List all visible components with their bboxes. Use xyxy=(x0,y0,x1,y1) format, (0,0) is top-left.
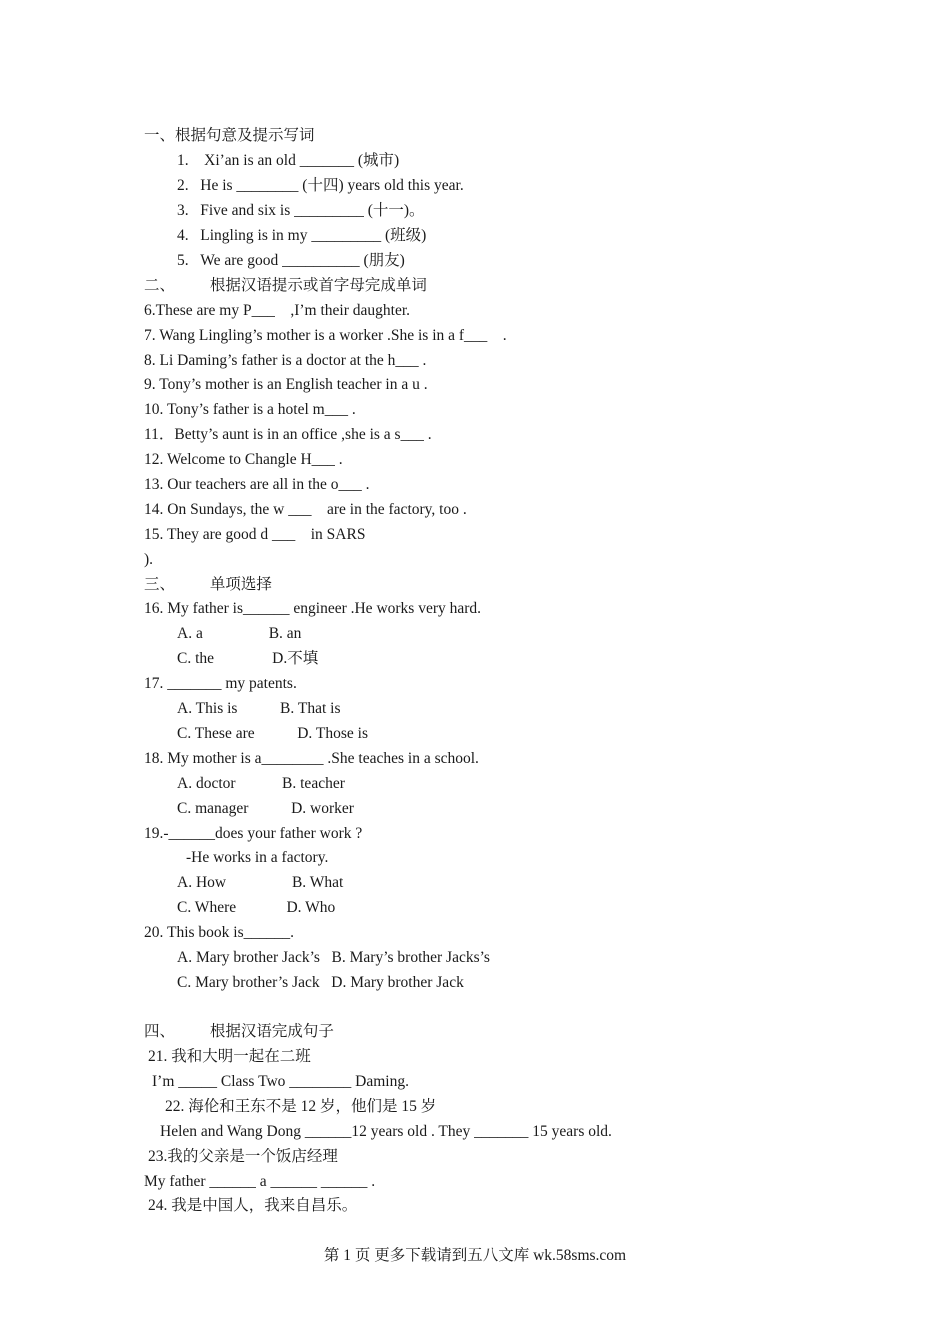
question-16-options-ab: A. a B. an xyxy=(177,625,302,642)
question-24-chinese: 24. 我是中国人，我来自昌乐。 xyxy=(148,1197,358,1214)
question-17-options-ab: A. This is B. That is xyxy=(177,700,341,717)
section2-item-11: 11．Betty’s aunt is in an office ,she is a s___ . xyxy=(144,426,432,443)
question-17: 17. _______ my patents. xyxy=(144,675,297,692)
question-22-chinese: 22. 海伦和王东不是 12 岁，他们是 15 岁 xyxy=(165,1098,437,1115)
section2-item-12: 12. Welcome to Changle H___ . xyxy=(144,451,343,468)
section1-item-4: 4. Lingling is in my _________ (班级) xyxy=(177,227,427,244)
question-21-english: I’m _____ Class Two ________ Daming. xyxy=(152,1073,409,1090)
question-21-chinese: 21. 我和大明一起在二班 xyxy=(148,1048,311,1065)
question-22-english: Helen and Wang Dong ______12 years old . They _______ 15 years old. xyxy=(160,1123,612,1140)
question-20: 20. This book is______. xyxy=(144,924,294,941)
section2-item-15-end: ). xyxy=(144,551,154,568)
question-16-options-cd: C. the D.不填 xyxy=(177,650,319,667)
question-18: 18. My mother is a________ .She teaches in a school. xyxy=(144,750,479,767)
question-18-options-ab: A. doctor B. teacher xyxy=(177,775,345,792)
question-23-english: My father ______ a ______ ______ . xyxy=(144,1173,376,1190)
page-footer: 第 1 页 更多下载请到五八文库 wk.58sms.com xyxy=(323,1247,627,1264)
question-19-options-ab: A. How B. What xyxy=(177,874,344,891)
section2-item-10: 10. Tony’s father is a hotel m___ . xyxy=(144,401,356,418)
section1-item-2: 2. He is ________ (十四) years old this year. xyxy=(177,177,464,194)
question-23-chinese: 23.我的父亲是一个饭店经理 xyxy=(148,1148,338,1165)
section2-item-6: 6.These are my P___ ,I’m their daughter. xyxy=(144,302,411,319)
section3-heading: 三、 单项选择 xyxy=(144,576,272,593)
section2-item-9: 9. Tony’s mother is an English teacher in a u . xyxy=(144,376,428,393)
section2-item-15: 15. They are good d ___ in SARS xyxy=(144,526,366,543)
section2-item-14: 14. On Sundays, the w ___ are in the factory, too . xyxy=(144,501,467,518)
question-19-reply: -He works in a factory. xyxy=(186,849,329,866)
question-20-options-cd: C. Mary brother’s Jack D. Mary brother Jack xyxy=(177,974,464,991)
section2-heading: 二、 根据汉语提示或首字母完成单词 xyxy=(144,277,427,294)
question-19: 19.-______does your father work ? xyxy=(144,825,363,842)
question-16: 16. My father is______ engineer .He works very hard. xyxy=(144,600,482,617)
section2-item-8: 8. Li Daming’s father is a doctor at the h___ . xyxy=(144,352,427,369)
question-20-options-ab: A. Mary brother Jack’s B. Mary’s brother Jacks’s xyxy=(177,949,490,966)
section2-item-7: 7. Wang Lingling’s mother is a worker .She is in a f___ . xyxy=(144,327,507,344)
question-17-options-cd: C. These are D. Those is xyxy=(177,725,368,742)
section1-item-3: 3. Five and six is _________ (十一)。 xyxy=(177,202,425,219)
section1-heading: 一、根据句意及提示写词 xyxy=(144,127,315,144)
section4-heading: 四、 根据汉语完成句子 xyxy=(144,1023,334,1040)
question-19-options-cd: C. Where D. Who xyxy=(177,899,336,916)
section1-item-5: 5. We are good __________ (朋友) xyxy=(177,252,405,269)
question-18-options-cd: C. manager D. worker xyxy=(177,800,354,817)
section2-item-13: 13. Our teachers are all in the o___ . xyxy=(144,476,370,493)
section1-item-1: 1. Xi’an is an old _______ (城市) xyxy=(177,152,400,169)
